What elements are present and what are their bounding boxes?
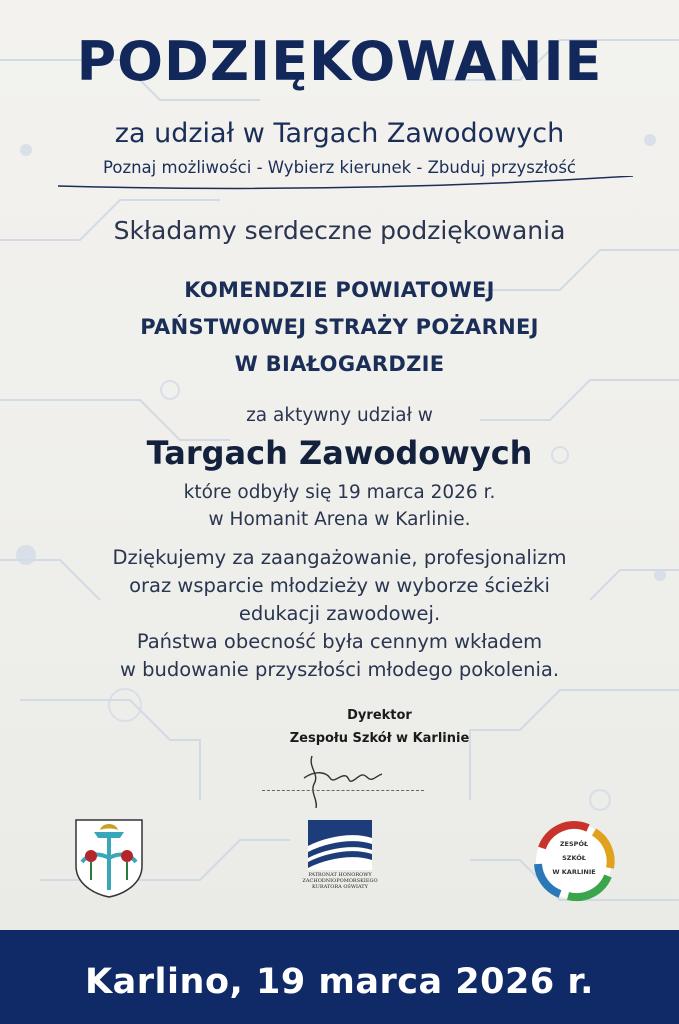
school-logo-line: SZKÓŁ — [562, 854, 586, 862]
body-line: w budowanie przyszłości młodego pokolenia. — [119, 658, 560, 681]
school-logo-line: W KARLINIE — [552, 868, 596, 876]
signatory-title: Dyrektor — [347, 708, 412, 723]
signature-icon — [290, 748, 400, 810]
footer-place-date: Karlino, 19 marca 2026 r. — [85, 962, 594, 1002]
body-line: edukacji zawodowej. — [238, 602, 441, 625]
patronage-caption — [288, 872, 392, 890]
patronage-logo-icon — [298, 818, 382, 870]
school-logo-line: ZESPÓŁ — [559, 840, 589, 848]
intro-text: za aktywny udział w — [246, 405, 433, 426]
school-logo-text — [548, 840, 600, 876]
certificate-tagline: Poznaj możliwości - Wybierz kierunek - Zbuduj przyszłość — [102, 158, 576, 177]
event-detail: w Homanit Arena w Karlinie. — [208, 509, 471, 530]
body-line: Państwa obecność była cennym wkładem — [136, 630, 543, 653]
certificate-subtitle: za udział w Targach Zawodowych — [114, 118, 565, 149]
recipient-line: KOMENDZIE POWIATOWEJ — [184, 278, 495, 302]
recipient-line: W BIAŁOGARDZIE — [234, 352, 445, 376]
coat-of-arms-icon — [74, 818, 144, 898]
patronage-line: PATRONAT HONOROWY — [308, 872, 372, 878]
tagline-swoosh — [58, 176, 638, 192]
patronage-line: KURATORA OŚWIATY — [312, 884, 368, 890]
patronage-line: ZACHODNIOPOMORSKIEGO — [302, 878, 378, 884]
thanks-heading: Składamy serdeczne podziękowania — [113, 216, 566, 245]
signature-line — [262, 790, 424, 791]
event-name: Targach Zawodowych — [146, 434, 533, 472]
body-line: oraz wsparcie młodzieży w wyborze ścieżki — [129, 574, 550, 597]
recipient-line: PAŃSTWOWEJ STRAŻY POŻARNEJ — [140, 315, 539, 339]
body-line: Dziękujemy za zaangażowanie, profesjonalizm — [112, 546, 567, 569]
certificate-title: PODZIĘKOWANIE — [76, 30, 603, 93]
signatory-institution: Zespołu Szkół w Karlinie — [289, 731, 470, 746]
event-detail: które odbyły się 19 marca 2026 r. — [183, 482, 496, 503]
